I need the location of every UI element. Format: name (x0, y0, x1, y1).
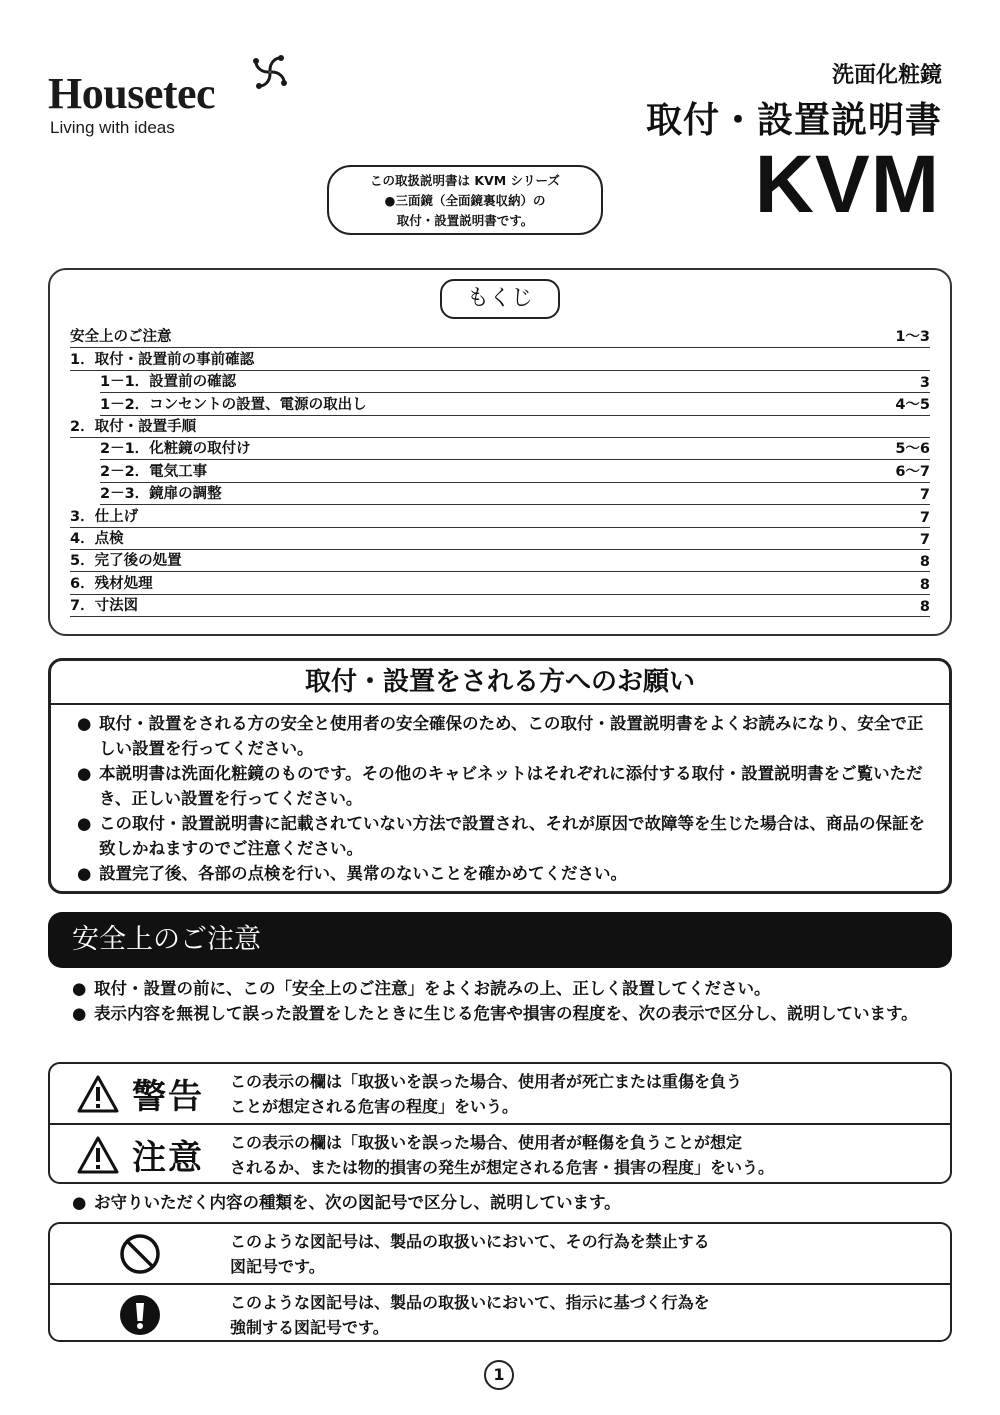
page-number: 1 (484, 1360, 514, 1390)
hazard-level-table (48, 1062, 952, 1184)
toc-item[interactable] (100, 438, 930, 460)
toc-item-label: 7．寸法図 (70, 598, 139, 615)
document-title: 取付・設置説明書 (645, 100, 942, 141)
toc-item-page: 8 (919, 576, 930, 593)
toc-item[interactable] (70, 595, 930, 617)
toc-list (70, 326, 930, 617)
product-category: 洗面化粧鏡 (831, 63, 942, 88)
symbol-legend-table (48, 1222, 952, 1342)
toc-item[interactable] (70, 528, 930, 550)
request-bullet: ● 取付・設置をされる方の安全と使用者の安全確保のため、この取付・設置説明書をよくお読みになり、安全で正しい設置を行ってください。 (77, 711, 929, 761)
symbol-text-line: 図記号です。 (230, 1256, 325, 1276)
toc-item-label: 5．完了後の処置 (70, 553, 182, 570)
toc-item[interactable] (70, 505, 930, 527)
toc-item-page: 5～6 (895, 441, 930, 458)
hazard-row-warning (50, 1064, 950, 1123)
symbol-row-mandatory (50, 1283, 950, 1342)
hazard-text-line: この表示の欄は「取扱いを誤った場合、使用者が軽傷を負うことが想定 (230, 1132, 743, 1152)
toc-item-label: 3．仕上げ (70, 508, 139, 525)
toc-item[interactable] (70, 348, 930, 370)
toc-item-page: 3 (919, 375, 930, 392)
scope-note (327, 165, 603, 235)
symbol-text-line: このような図記号は、製品の取扱いにおいて、その行為を禁止する (230, 1231, 710, 1251)
scope-note-line: この取扱説明書は KVM シリーズ (370, 173, 560, 188)
toc-item-page: 4～5 (895, 396, 930, 413)
toc-item-page: 7 (919, 531, 930, 548)
request-bullet: ● この取付・設置説明書に記載されていない方法で設置され、それが原因で故障等を生じた場合は、商品の保証を致しかねますのでご注意ください。 (77, 811, 929, 861)
installer-request-box (48, 658, 952, 894)
hazard-label-caution: 注意 (132, 1138, 204, 1178)
toc-item-label: 1－2．コンセントの設置、電源の取出し (100, 396, 367, 413)
hazard-text-line: ことが想定される危害の程度」をいう。 (230, 1096, 519, 1116)
safety-intro-bullet: ● 表示内容を無視して誤った設置をしたときに生じる危害や損害の程度を、次の表示で区分し、説明しています。 (72, 1001, 942, 1026)
request-bullet: ● 設置完了後、各部の点検を行い、異常のないことを確かめてください。 (77, 861, 929, 886)
toc-item-label: 安全上のご注意 (70, 329, 172, 346)
toc-item-page: 8 (919, 599, 930, 616)
toc-item[interactable] (100, 371, 930, 393)
toc-item-label: 1－1．設置前の確認 (100, 374, 237, 391)
brand-logo-text: Housetec (48, 69, 216, 118)
brand-tagline: Living with ideas (50, 118, 175, 137)
toc-item[interactable] (70, 572, 930, 594)
warning-triangle-icon (76, 1074, 120, 1114)
toc-item[interactable] (100, 393, 930, 415)
scope-note-line: 取付・設置説明書です。 (396, 213, 534, 228)
symbols-intro-bullet: ● お守りいただく内容の種類を、次の図記号で区分し、説明しています。 (72, 1190, 942, 1215)
toc-item-page: 8 (919, 554, 930, 571)
safety-intro-bullet: ● 取付・設置の前に、この「安全上のご注意」をよくお読みの上、正しく設置してください。 (72, 976, 942, 1001)
toc-item-page: 6～7 (895, 463, 930, 480)
toc-item-page: 1～3 (895, 329, 930, 346)
toc-item[interactable] (100, 460, 930, 482)
safety-intro (72, 976, 942, 1026)
symbol-row-prohibition (50, 1224, 950, 1283)
brand-swirl-icon (248, 50, 292, 94)
toc-item-label: 2－3．鏡扉の調整 (100, 486, 222, 503)
caution-triangle-icon (76, 1135, 120, 1175)
toc-item-label: 2－2．電気工事 (100, 463, 208, 480)
toc-item-label: 1．取付・設置前の事前確認 (70, 351, 255, 368)
prohibition-icon (119, 1233, 161, 1275)
toc-item[interactable] (70, 550, 930, 572)
toc-title: もくじ (440, 279, 560, 319)
request-bullet: ● 本説明書は洗面化粧鏡のものです。その他のキャビネットはそれぞれに添付する取付・設置説明書をご覧いただき、正しい設置を行ってください。 (77, 761, 929, 811)
toc-item-page: 7 (919, 487, 930, 504)
symbol-text-line: このような図記号は、製品の取扱いにおいて、指示に基づく行為を (230, 1292, 710, 1312)
toc-item-label: 6．残材処理 (70, 575, 153, 592)
toc-item-label: 4．点検 (70, 530, 124, 547)
hazard-row-caution (50, 1123, 950, 1184)
symbols-intro (72, 1190, 942, 1215)
model-name: KVM (754, 139, 940, 230)
hazard-text-line: この表示の欄は「取扱いを誤った場合、使用者が死亡または重傷を負う (230, 1071, 743, 1091)
toc-item-label: 2－1．化粧鏡の取付け (100, 441, 251, 458)
safety-section-title: 安全上のご注意 (48, 912, 952, 968)
hazard-text-line: されるか、または物的損害の発生が想定される危害・損害の程度」をいう。 (230, 1157, 775, 1177)
hazard-label-warning: 警告 (132, 1077, 204, 1117)
toc-item[interactable] (70, 326, 930, 348)
installer-request-title: 取付・設置をされる方へのお願い (51, 661, 949, 705)
toc-item-label: 2．取付・設置手順 (70, 418, 197, 435)
toc-item[interactable] (100, 483, 930, 505)
toc-item-page: 7 (919, 509, 930, 526)
mandatory-icon (119, 1294, 161, 1336)
scope-note-line: ●三面鏡（全面鏡裏収納）の (384, 193, 546, 208)
symbol-text-line: 強制する図記号です。 (230, 1317, 389, 1337)
toc-item[interactable] (70, 416, 930, 438)
